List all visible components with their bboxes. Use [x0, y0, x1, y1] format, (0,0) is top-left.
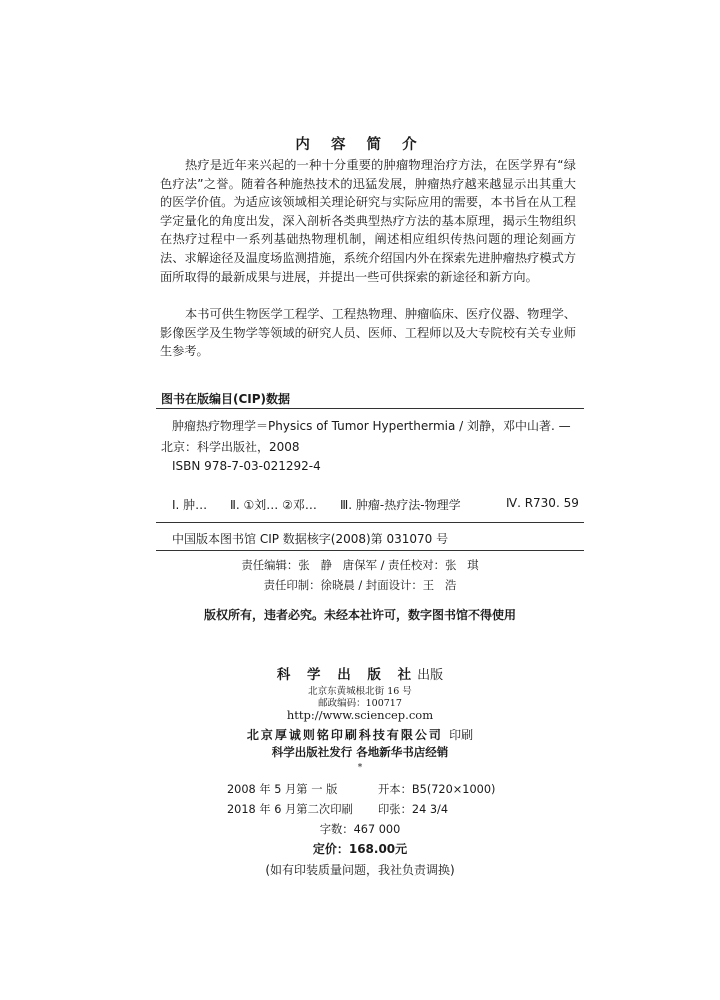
cip-class-1: Ⅰ. 肿… — [172, 498, 208, 512]
cip-heading: 图书在版编目(CIP)数据 — [161, 392, 291, 406]
edition-sheets: 印张：24 3/4 — [378, 803, 449, 816]
copyright-notice: 版权所有，违者必究。未经本社许可，数字图书馆不得使用 — [203, 608, 516, 622]
cip-bottom-rule — [156, 550, 584, 551]
cip-class-3: Ⅲ. 肿瘤-热疗法-物理学 — [340, 498, 461, 512]
edition-printing: 2018 年 6 月第二次印刷 — [227, 803, 353, 816]
printer-name: 北京厚诚则铭印刷科技有限公司 — [246, 728, 443, 742]
cip-record-number: 中国版本图书馆 CIP 数据核字(2008)第 031070 号 — [172, 532, 449, 546]
summary-title: 内 容 简 介 — [295, 137, 425, 153]
credits-production: 责任印制：徐晓晨 / 封面设计：王 浩 — [263, 578, 457, 592]
cip-class-4: Ⅳ. R730. 59 — [506, 496, 579, 510]
edition-format: 开本：B5(720×1000) — [378, 783, 496, 796]
printer-line — [0, 726, 720, 743]
publisher-address: 北京东黄城根北街 16 号 — [308, 686, 412, 697]
distribution-line: 科学出版社发行 各地新华书店经销 — [271, 745, 449, 759]
publisher-name-text: 科 学 出 版 社 — [276, 667, 418, 683]
cip-middle-rule — [156, 522, 584, 523]
printer-suffix: 印刷 — [449, 728, 474, 742]
publisher-url: http://www.sciencep.com — [286, 708, 434, 722]
summary-paragraph-2: 本书可供生物医学工程学、工程热物理、肿瘤临床、医疗仪器、物理学、影像医学及生物学等领域的研究人员、医师、工程师以及大专院校有关专业师生参考。 — [160, 307, 576, 359]
edition-word-count: 字数：467 000 — [319, 823, 401, 836]
cip-top-rule — [156, 408, 584, 409]
summary-paragraph-1: 热疗是近年来兴起的一种十分重要的肿瘤物理治疗方法，在医学界有“绿色疗法”之誉。随着各种施热技术的迅猛发展，肿瘤热疗越来越显示出其重大的医学价值。为适应该领域相关理论研究与实际应用的需要，本书旨在从工程学定量化的角度出发，深入剖析各类典型热疗方法的基本原理，揭示生物组织在热疗过程中一系列基础热物理机制，阐述相应组织传热问题的理论刻画方法、求解途径及温度场监测措施，系统介绍国内外在探索先进肿瘤热疗模式方面所取得的最新成果与进展，并提出一些可供探索的新途径和新方向。 — [160, 158, 576, 284]
publisher-postcode: 邮政编码：100717 — [318, 698, 402, 709]
price: 定价：168.00元 — [312, 842, 408, 856]
quality-notice: (如有印装质量问题，我社负责调换) — [265, 863, 455, 877]
cip-class-2: Ⅱ. ①刘… ②邓… — [230, 498, 317, 512]
edition-first: 2008 年 5 月第 一 版 — [227, 783, 338, 796]
cip-publisher-line: 北京：科学出版社，2008 — [161, 440, 300, 454]
publisher-name — [0, 663, 720, 683]
cip-title-line: 肿瘤热疗物理学＝Physics of Tumor Hyperthermia / 刘静，邓中山著. — — [172, 419, 571, 433]
cip-isbn: ISBN 978-7-03-021292-4 — [172, 459, 321, 473]
separator-star: * — [357, 763, 363, 773]
credits-editors: 责任编辑：张 静 唐保军 / 责任校对：张 琪 — [241, 558, 479, 572]
publisher-name-suffix: 出版 — [417, 668, 444, 683]
